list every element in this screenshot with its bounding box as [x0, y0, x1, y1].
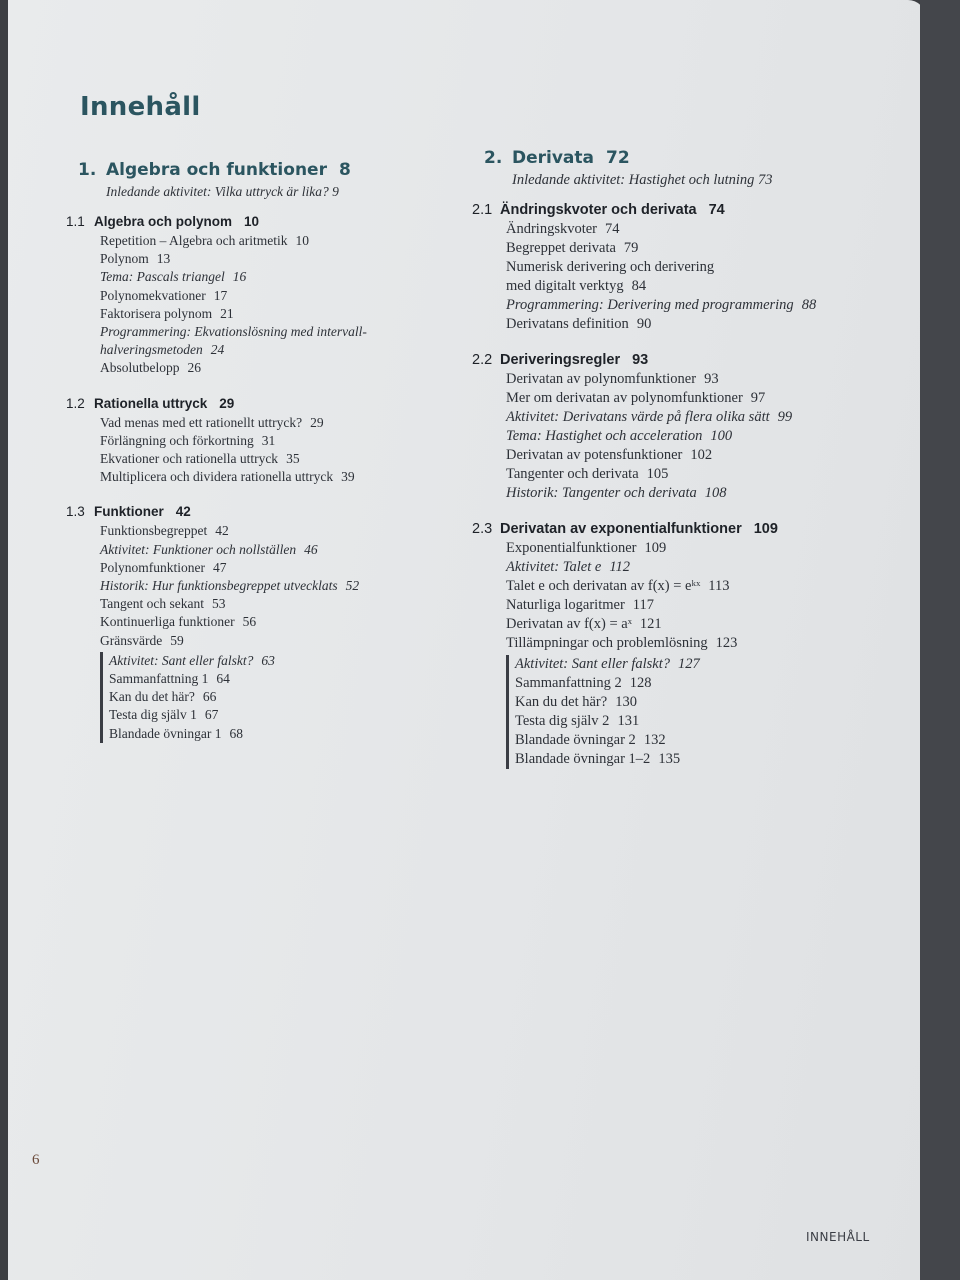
toc-entry [109, 688, 486, 706]
toc-entry [506, 577, 892, 596]
chapter-summary-group [100, 652, 486, 743]
entry-label: Tangent och sekant [100, 596, 205, 612]
toc-entry [506, 484, 892, 503]
chapter-number: 2. [484, 148, 503, 168]
toc-entry [100, 359, 486, 377]
entry-page: 52 [345, 578, 360, 594]
section-page: 109 [753, 521, 778, 537]
entry-label: Faktorisera polynom [100, 305, 213, 321]
entry-page: 90 [636, 316, 652, 332]
entry-page: 108 [704, 485, 727, 501]
entry-page: 105 [646, 466, 669, 482]
section-page: 29 [219, 395, 235, 411]
entry-label: Testa dig själv 2 [515, 713, 610, 729]
entry-page: 112 [609, 559, 630, 575]
toc-entry [100, 541, 486, 559]
section-number: 1.2 [66, 395, 85, 411]
section-heading [472, 200, 892, 220]
entry-page: 66 [202, 689, 217, 705]
entry-page: 88 [801, 297, 817, 313]
entry-page: 64 [216, 671, 230, 687]
entry-label: Historik: Hur funktionsbegreppet utvecklats [100, 578, 338, 594]
section-title: Rationella uttryck [94, 395, 208, 411]
entry-page: 102 [690, 447, 713, 463]
entry-label: Blandade övningar 1 [109, 725, 222, 741]
entry-label: Polynomekvationer [100, 287, 206, 303]
toc-entry [100, 559, 486, 577]
toc-column-right [472, 146, 892, 769]
entry-label: Derivatan av polynomfunktioner [506, 371, 697, 387]
toc-entry [100, 432, 486, 450]
toc-entry [100, 577, 486, 595]
entry-page: 132 [643, 732, 666, 748]
toc-entry [515, 731, 892, 750]
entry-label: halveringsmetoden [100, 342, 203, 358]
section-title: Algebra och polynom [94, 214, 233, 229]
section-page: 93 [632, 352, 649, 368]
entry-label: Naturliga logaritmer [506, 597, 625, 613]
toc-entry [515, 693, 892, 712]
section-heading [66, 212, 486, 232]
entry-label: Exponentialfunktioner [506, 540, 637, 556]
entry-page: 42 [215, 523, 229, 539]
entry-page: 13 [156, 251, 171, 267]
toc-entry [100, 613, 486, 631]
toc-entry [100, 450, 486, 468]
chapter-heading [484, 146, 892, 170]
entry-page: 21 [220, 305, 234, 321]
toc-entry [100, 468, 486, 486]
entry-label: Tillämpningar och problemlösning [506, 635, 708, 651]
section-page: 10 [244, 214, 260, 229]
entry-page: 17 [213, 287, 228, 303]
toc-entry [506, 539, 892, 558]
intro-page: 73 [758, 172, 773, 188]
entry-label: Repetition – Algebra och aritmetik [100, 233, 288, 248]
toc-entry [506, 465, 892, 484]
toc-entry [515, 674, 892, 693]
toc-entry [100, 305, 486, 323]
entry-label: Polynom [100, 251, 149, 267]
toc-entry [100, 250, 486, 268]
entry-label: med digitalt verktyg [506, 278, 624, 294]
entry-page: 67 [204, 707, 219, 723]
entry-label: Vad menas med ett rationellt uttryck? [100, 414, 303, 430]
entry-page: 63 [261, 652, 275, 668]
entry-label: Aktivitet: Derivatans värde på flera olika sätt [506, 409, 770, 425]
chapter-title: Derivata [512, 148, 595, 168]
entry-label: Aktivitet: Talet e [506, 559, 602, 575]
section-heading [472, 350, 892, 370]
entry-page: 117 [632, 597, 654, 613]
section-heading [66, 502, 486, 522]
toc-entry [109, 670, 486, 688]
entry-label: Historik: Tangenter och derivata [506, 485, 697, 501]
entry-label: Numerisk derivering och derivering [506, 259, 715, 275]
section-title: Derivatan av exponentialfunktioner [500, 521, 742, 537]
section-page: 42 [175, 504, 191, 520]
section-heading [66, 394, 486, 414]
toc-entry [506, 615, 892, 634]
chapter-title: Algebra och funktioner [106, 160, 327, 180]
toc-entry [100, 268, 486, 286]
entry-label: Talet e och derivatan av f(x) = eᵏˣ [506, 578, 701, 594]
section-title: Ändringskvoter och derivata [500, 202, 697, 218]
entry-page: 35 [286, 451, 300, 467]
chapter-heading [78, 158, 486, 182]
entry-label: Derivatan av f(x) = aˣ [506, 616, 632, 632]
intro-page: 9 [332, 184, 339, 199]
entry-label: Tangenter och derivata [506, 466, 639, 482]
entry-page: 39 [341, 469, 355, 485]
intro-activity [512, 170, 892, 190]
entry-label: Testa dig själv 1 [109, 707, 197, 723]
entry-page: 46 [304, 541, 318, 557]
entry-label: Ekvationer och rationella uttryck [100, 451, 279, 467]
toc-entry [506, 220, 892, 239]
intro-label: Inledande aktivitet: Hastighet och lutning [512, 172, 755, 188]
background-edge [920, 0, 960, 1280]
toc-entry [506, 296, 892, 315]
toc-entry [506, 239, 892, 258]
toc-column-left [66, 158, 486, 743]
chapter-page: 72 [606, 148, 630, 168]
toc-entry [100, 323, 486, 341]
entry-label: Derivatans definition [506, 316, 629, 332]
entry-label: Ändringskvoter [506, 221, 598, 237]
intro-label: Inledande aktivitet: Vilka uttryck är lika? [106, 184, 329, 199]
entry-label: Aktivitet: Sant eller falskt? [109, 652, 254, 668]
entry-label: Blandade övningar 2 [515, 732, 636, 748]
section-number: 1.3 [66, 504, 85, 520]
toc-entry [506, 596, 892, 615]
toc-entry [515, 712, 892, 731]
entry-page: 135 [658, 751, 681, 767]
entry-page: 113 [708, 578, 730, 594]
entry-label: Mer om derivatan av polynomfunktioner [506, 390, 743, 406]
entry-page: 29 [310, 414, 324, 430]
toc-entry [100, 595, 486, 613]
entry-page: 68 [229, 725, 243, 741]
entry-label: Funktionsbegreppet [100, 523, 208, 539]
toc-entry [109, 652, 486, 670]
entry-page: 56 [242, 614, 257, 630]
entry-page: 84 [631, 278, 647, 294]
toc-entry [506, 446, 892, 465]
entry-page: 31 [261, 432, 276, 448]
toc-entry [100, 522, 486, 540]
toc-entry [506, 408, 892, 427]
toc-entry [506, 277, 892, 296]
chapter-summary-group [506, 655, 892, 769]
entry-label: Begreppet derivata [506, 240, 616, 256]
entry-label: Tema: Hastighet och acceleration [506, 428, 703, 444]
entry-page: 128 [629, 675, 652, 691]
entry-label: Tema: Pascals triangel [100, 269, 225, 285]
section-title: Funktioner [94, 504, 164, 520]
entry-label: Kan du det här? [109, 689, 195, 705]
entry-label: Polynomfunktioner [100, 559, 205, 575]
toc-entry [506, 315, 892, 334]
entry-label: Programmering: Ekvationslösning med intervall- [100, 324, 367, 340]
toc-entry [109, 725, 486, 743]
entry-page: 109 [644, 540, 667, 556]
toc-entry [506, 258, 892, 277]
toc-entry [100, 414, 486, 432]
entry-page: 79 [623, 240, 639, 256]
entry-label: Sammanfattning 1 [109, 671, 209, 687]
entry-page: 97 [750, 390, 766, 406]
entry-page: 10 [295, 233, 309, 248]
section-number: 1.1 [66, 214, 85, 229]
section-number: 2.1 [472, 202, 493, 218]
running-footer: INNEHÅLL [806, 1230, 870, 1244]
entry-page: 47 [213, 559, 227, 575]
section-heading [472, 519, 892, 539]
toc-entry [506, 427, 892, 446]
page-number: 6 [32, 1152, 40, 1168]
section-number: 2.3 [472, 521, 493, 537]
entry-page: 74 [605, 221, 620, 237]
toc-entry [100, 632, 486, 650]
entry-page: 127 [678, 656, 700, 672]
entry-page: 93 [704, 371, 719, 387]
entry-label: Gränsvärde [100, 632, 163, 648]
page-title: Innehåll [80, 92, 201, 122]
entry-label: Aktivitet: Sant eller falskt? [515, 656, 671, 672]
toc-entry [100, 287, 486, 305]
entry-page: 59 [170, 632, 184, 648]
intro-activity [106, 182, 486, 202]
section-page: 74 [708, 202, 725, 218]
entry-label: Aktivitet: Funktioner och nollställen [100, 541, 297, 557]
entry-label: Derivatan av potensfunktioner [506, 447, 683, 463]
chapter-number: 1. [78, 160, 97, 180]
entry-label: Sammanfattning 2 [515, 675, 622, 691]
entry-page: 16 [232, 269, 247, 285]
toc-entry [515, 750, 892, 769]
entry-page: 131 [617, 713, 640, 729]
section-number: 2.2 [472, 352, 493, 368]
entry-label: Kan du det här? [515, 694, 608, 710]
entry-page: 121 [639, 616, 662, 632]
entry-page: 123 [715, 635, 738, 651]
book-page [8, 0, 926, 1280]
entry-label: Programmering: Derivering med programmering [506, 297, 794, 313]
entry-label: Kontinuerliga funktioner [100, 614, 235, 630]
section-title: Deriveringsregler [500, 352, 621, 368]
entry-label: Blandade övningar 1–2 [515, 751, 651, 767]
entry-page: 130 [615, 694, 637, 710]
toc-entry [100, 341, 486, 359]
chapter-page: 8 [338, 160, 351, 180]
toc-entry [506, 370, 892, 389]
toc-entry [515, 655, 892, 674]
entry-page: 53 [212, 596, 226, 612]
entry-page: 26 [187, 360, 201, 376]
entry-page: 100 [710, 428, 733, 444]
toc-entry [100, 232, 486, 250]
entry-label: Absolutbelopp [100, 360, 180, 376]
entry-label: Förlängning och förkortning [100, 432, 254, 448]
entry-page: 99 [777, 409, 793, 425]
entry-label: Multiplicera och dividera rationella uttryck [100, 469, 334, 485]
toc-entry [109, 706, 486, 724]
entry-page: 24 [210, 342, 225, 358]
toc-entry [506, 634, 892, 653]
toc-entry [506, 558, 892, 577]
toc-entry [506, 389, 892, 408]
